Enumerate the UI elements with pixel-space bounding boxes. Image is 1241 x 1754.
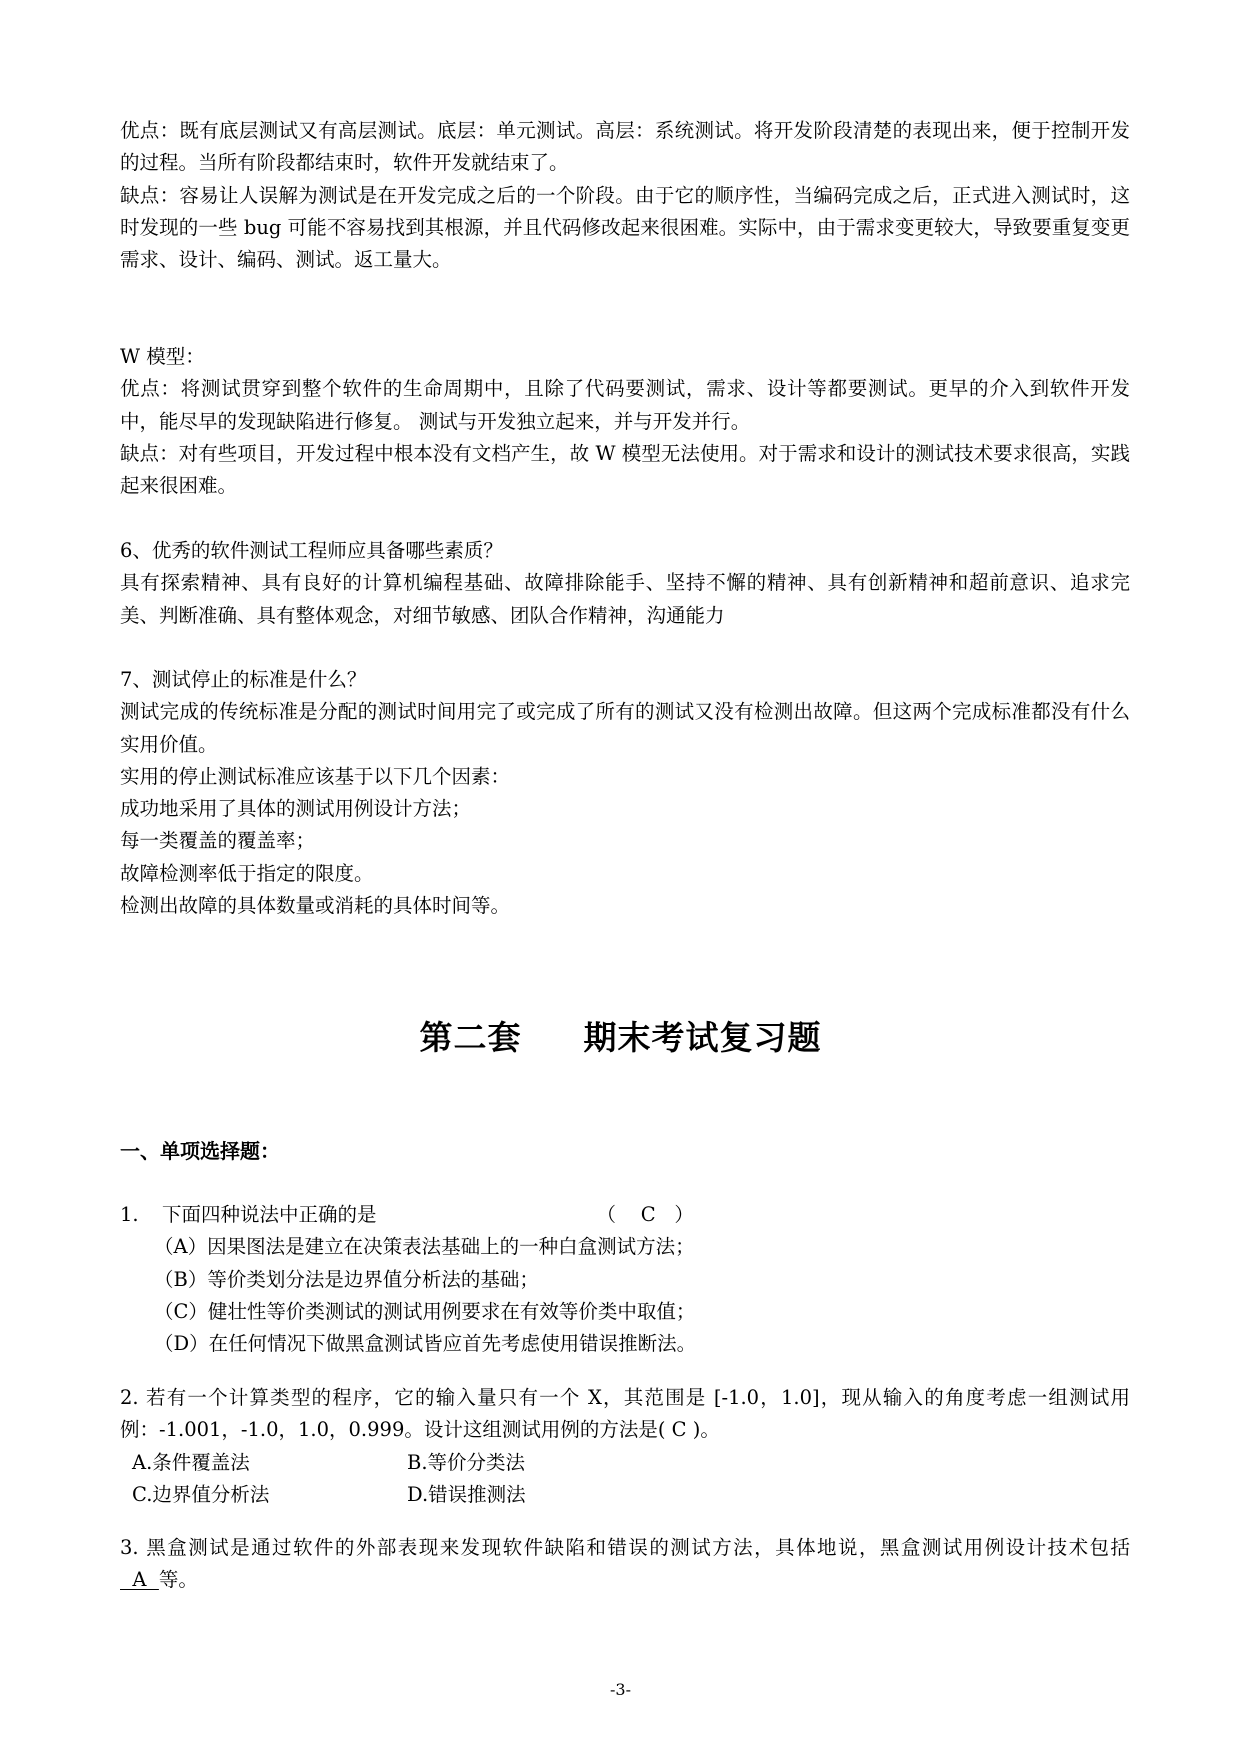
mc2-option-b: B.等价分类法 xyxy=(407,1450,526,1474)
question-6-title: 6、优秀的软件测试工程师应具备哪些素质？ xyxy=(120,539,503,562)
mc1-answer: （ C ） xyxy=(596,1203,694,1226)
mc-question-2 xyxy=(120,1382,1130,1511)
mc1-stem: 下面四种说法中正确的是 xyxy=(162,1203,377,1226)
page-number: -3- xyxy=(610,1680,631,1699)
v-model-pros-cons xyxy=(120,115,1130,276)
mc1-option-c: （C）健壮性等价类测试的测试用例要求在有效等价类中取值； xyxy=(154,1299,696,1323)
question-7-line: 故障检测率低于指定的限度。 xyxy=(120,861,374,885)
mc1-option-b: （B）等价类划分法是边界值分析法的基础； xyxy=(154,1267,539,1291)
question-6 xyxy=(120,535,1130,632)
w-model-heading: W 模型： xyxy=(120,345,205,368)
mc2-option-c: C.边界值分析法 xyxy=(132,1482,270,1506)
title-set: 第二套 xyxy=(419,1018,522,1057)
question-7 xyxy=(120,664,1130,922)
mc3-stem: 3. 黑盒测试是通过软件的外部表现来发现软件缺陷和错误的测试方法，具体地说，黑盒测试用例设计技术包括 xyxy=(120,1536,1130,1559)
question-7-line: 检测出故障的具体数量或消耗的具体时间等。 xyxy=(120,894,511,918)
mc2-stem: 2. 若有一个计算类型的程序，它的输入量只有一个 X，其范围是 [-1.0，1.0]，现从输入的角度考虑一组测试用例：-1.001，-1.0，1.0，0.999。设计这组测试用例的方法是( C )。 xyxy=(120,1386,1130,1442)
section-heading: 一、单项选择题： xyxy=(120,1139,280,1163)
page-title xyxy=(0,1016,1241,1060)
mc2-option-a: A.条件覆盖法 xyxy=(132,1450,250,1474)
mc1-option-a: （A）因果图法是建立在决策表法基础上的一种白盒测试方法； xyxy=(154,1235,695,1259)
w-model-section xyxy=(120,341,1130,502)
v-model-pros: 优点：既有底层测试又有高层测试。底层：单元测试。高层：系统测试。将开发阶段清楚的表现出来，便于控制开发的过程。当所有阶段都结束时，软件开发就结束了。 xyxy=(120,119,1130,175)
mc1-number: 1. xyxy=(120,1203,139,1226)
question-7-title: 7、测试停止的标准是什么？ xyxy=(120,668,367,691)
mc2-option-d: D.错误推测法 xyxy=(407,1482,526,1506)
mc-question-3 xyxy=(120,1532,1130,1597)
mc3-answer-blank: A xyxy=(120,1568,159,1592)
w-model-pros: 优点：将测试贯穿到整个软件的生命周期中，且除了代码要测试，需求、设计等都要测试。更早的介入到软件开发中，能尽早的发现缺陷进行修复。 测试与开发独立起来，并与开发并行。 xyxy=(120,377,1130,433)
question-7-line: 成功地采用了具体的测试用例设计方法； xyxy=(120,797,472,821)
mc-question-1 xyxy=(120,1199,1130,1360)
mc1-option-d: （D）在任何情况下做黑盒测试皆应首先考虑使用错误推断法。 xyxy=(154,1332,697,1356)
v-model-cons: 缺点：容易让人误解为测试是在开发完成之后的一个阶段。由于它的顺序性，当编码完成之后，正式进入测试时，这时发现的一些 bug 可能不容易找到其根源，并且代码修改起来很困难。实际中，由于需求变更较大，导致要重复变更需求、设计、编码、测试。返工量大。 xyxy=(120,183,1130,272)
question-7-line: 每一类覆盖的覆盖率； xyxy=(120,829,316,853)
title-exam: 期末考试复习题 xyxy=(583,1018,822,1057)
question-6-answer: 具有探索精神、具有良好的计算机编程基础、故障排除能手、坚持不懈的精神、具有创新精神和超前意识、追求完美、判断准确、具有整体观念，对细节敏感、团队合作精神，沟通能力 xyxy=(120,571,1130,627)
w-model-cons: 缺点：对有些项目，开发过程中根本没有文档产生，故 W 模型无法使用。对于需求和设计的测试技术要求很高，实践起来很困难。 xyxy=(120,441,1130,498)
mc3-stem-end: 等。 xyxy=(158,1568,198,1592)
question-7-line: 实用的停止测试标准应该基于以下几个因素： xyxy=(120,764,511,788)
question-7-answer: 测试完成的传统标准是分配的测试时间用完了或完成了所有的测试又没有检测出故障。但这两个完成标准都没有什么实用价值。 xyxy=(120,700,1130,756)
